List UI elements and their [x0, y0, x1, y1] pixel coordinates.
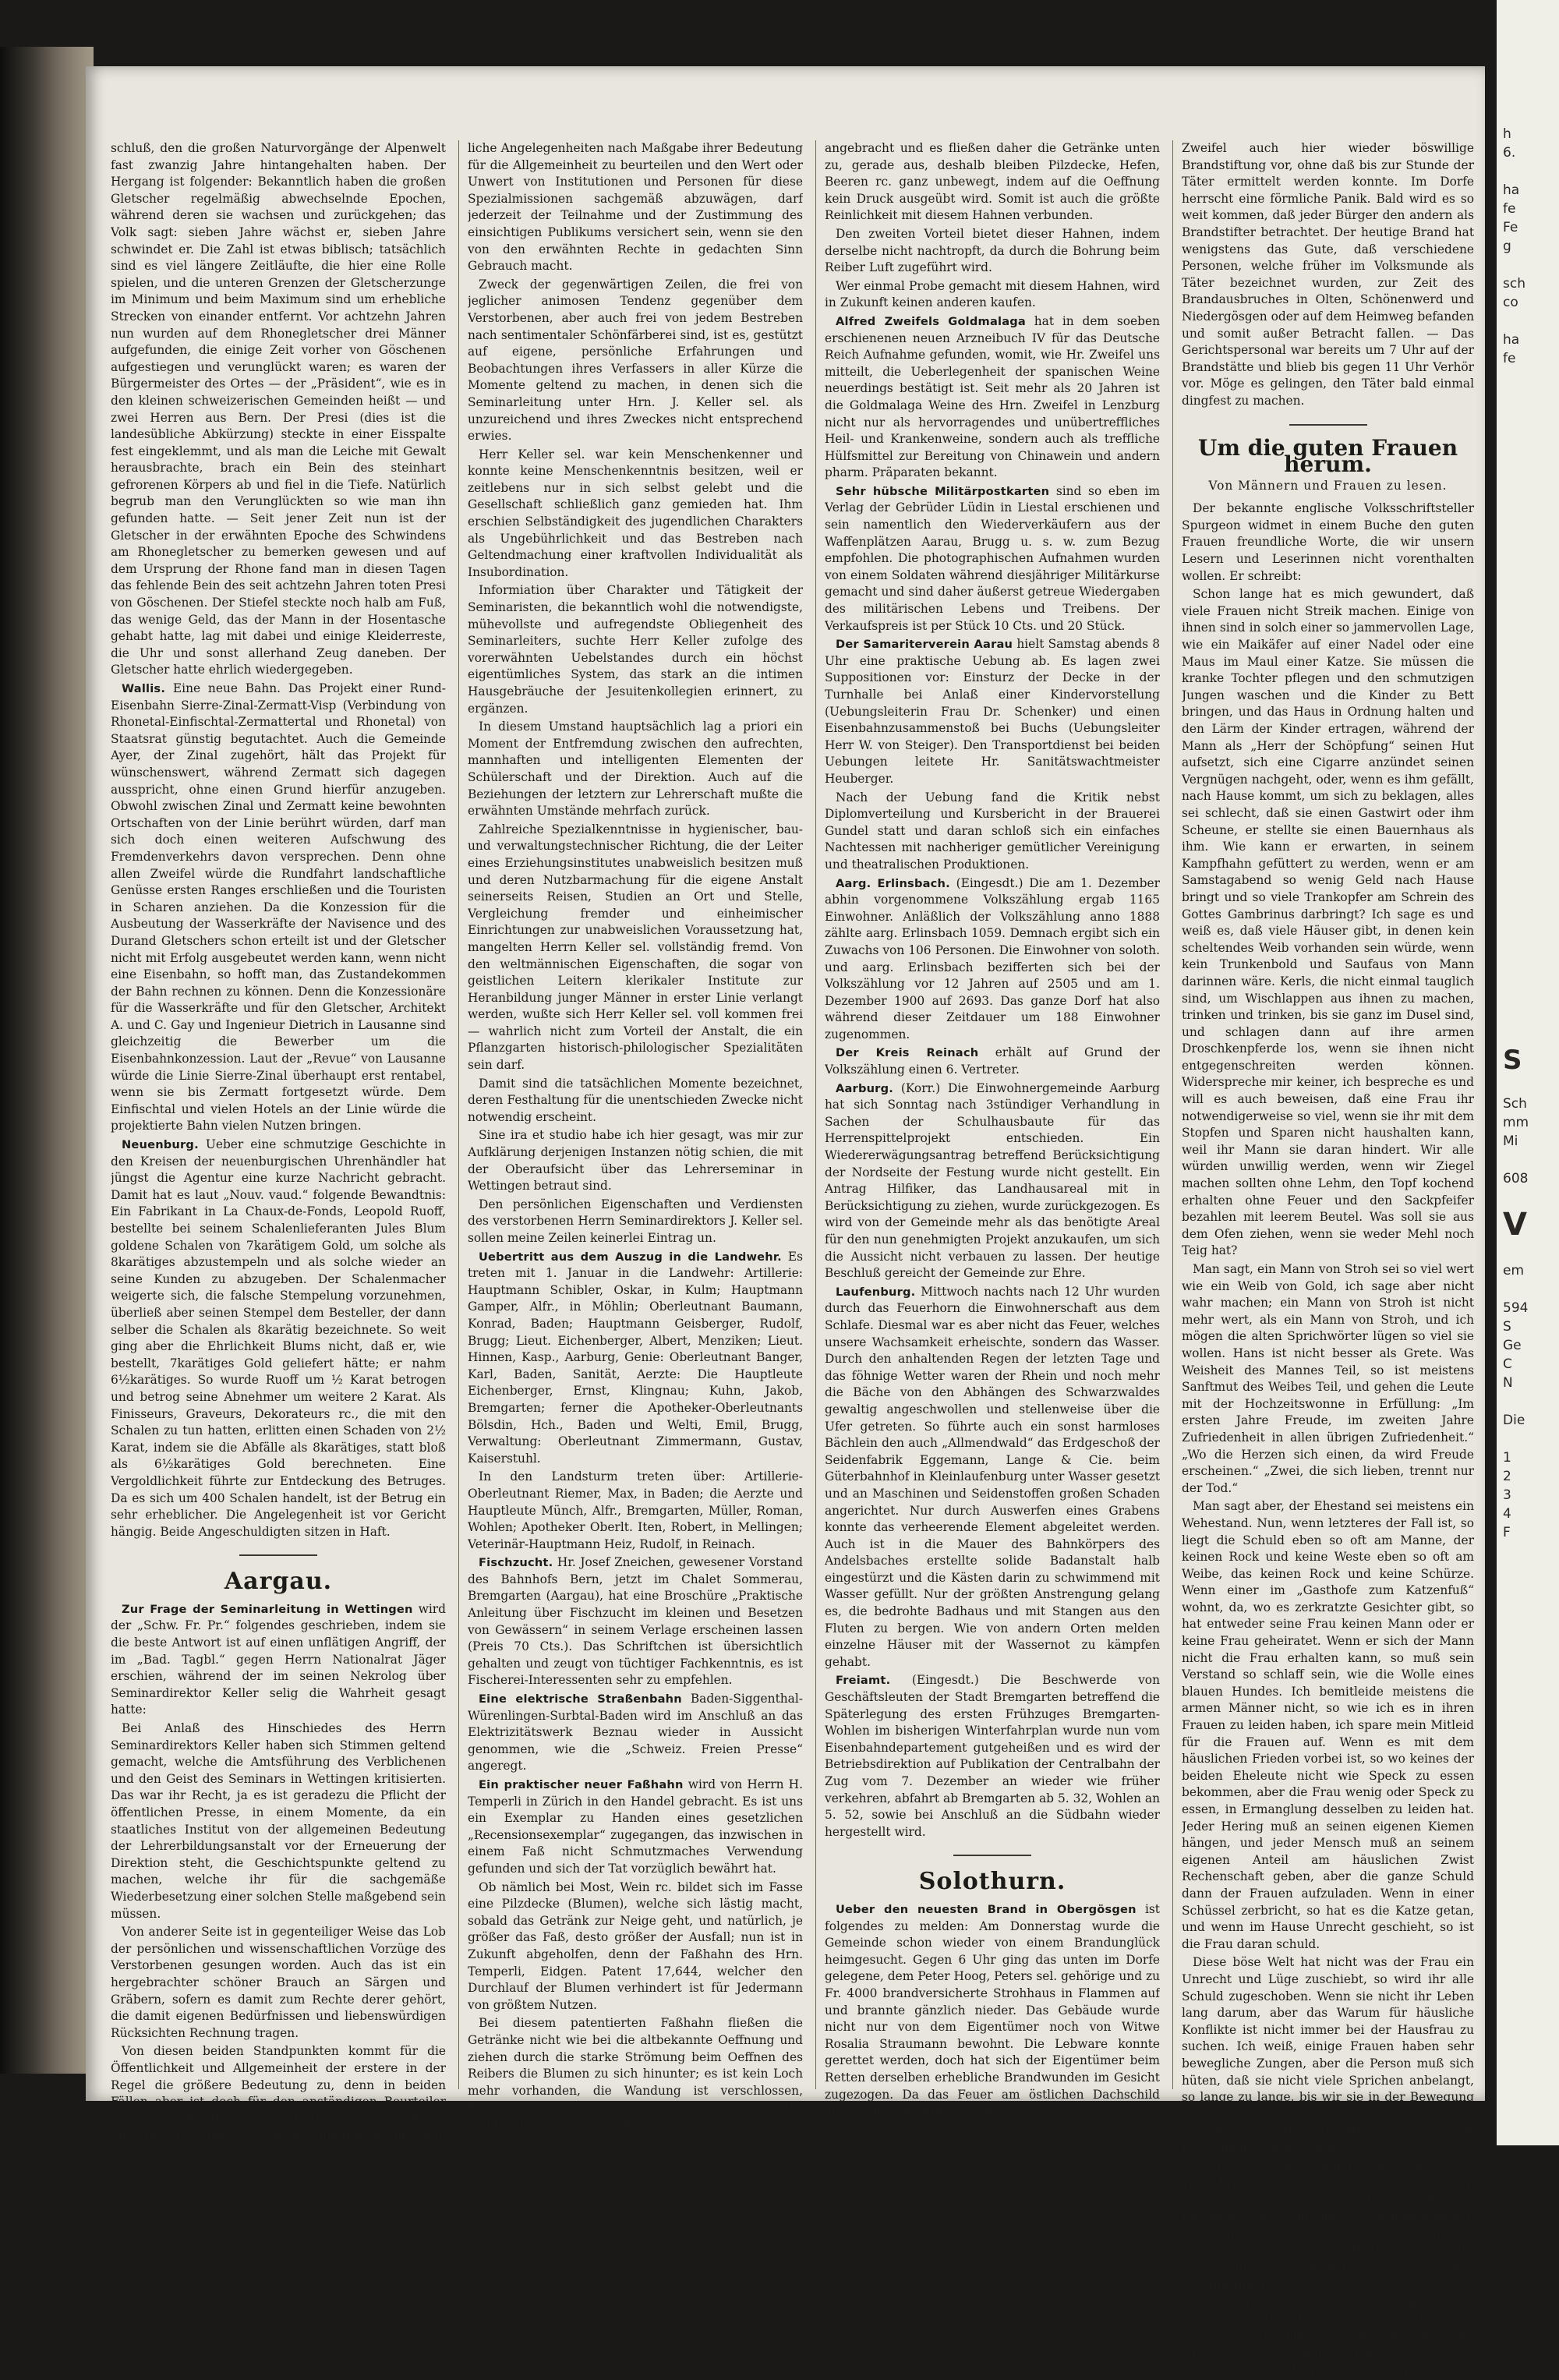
- article-seminar-cont-p3: Herr Keller sel. war kein Menschenkenner und konnte keine Menschenkenntnis besitzen, weil er zeitlebens nur in sich selbst gelebt und die Gesellschaft schließlich ganz gemieden hat. Ihm erschien Selbständigkeit des jugendlichen Charakters als Ungebührlichkeit und das Bestreben nach Geltendmachung einer kraftvollen Individualität als Insubordination.: [468, 447, 803, 579]
- column-1: [111, 140, 446, 2163]
- article-glacier: schluß, den die großen Naturvorgänge der Alpenwelt fast zwanzig Jahre hintangehalten haben. Der Hergang ist folgender: Bekanntlich haben die großen Gletscher regelmäßig abwechselnde Epochen, während deren sie wachsen und zurückgehen; das Volk sagt: sieben Jahre wächst er, sieben Jahre schwindet er. Die Zahl ist etwas biblisch; tatsächlich sind es viel längere Zeitläufte, die hier eine Rolle spielen, und die unteren Grenzen der Gletscherzunge im Minimum und beim Maximum sind um erhebliche Strecken von einander entfernt. Vor achtzehn Jahren nun wurden auf dem Rhonegletscher drei Männer aufgefunden, die einige Zeit vorher von Göschenen aufgestiegen und verunglückt waren; es waren der Bürgermeister des Ortes — der „Präsident“, wie es in den kleinen schweizerischen Gemeinden heißt — und zwei Herren aus Bern. Der Presi (dies ist die landesübliche Abkürzung) steckte in einer Eisspalte fest eingeklemmt, und als man die Leiche mit Gewalt herausbrachte, brach ein Bein des steinhart gefrorenen Körpers ab und fiel in die Tiefe. Natürlich begrub man den Verunglückten so wie man ihn gefunden hatte. — Seit jener Zeit nun ist der Gletscher in der erwähnten Epoche des Schwindens am Rhonegletscher zu bemerken gewesen und auf dem Ursprung der Rhone fand man in diesen Tagen das fehlende Bein des seit achtzehn Jahren toten Presi von Göschenen. Der Stiefel steckte noch halb am Fuß, das wenige Geld, das der Mann in der Hosentasche gehabt hatte, lag mit dabei und einige Kleiderreste, die Uhr und sonst allerhand Zeug daneben. Der Gletscher hatte ehrlich wiedergegeben.: [111, 141, 446, 677]
- feature-p7: Wasser trinken bringt einen Menschen weder Krankheit noch Schulden, noch macht es sein Weib zur Witwe und auch ich frage von kaum, das zu einer Schmerz habe. Ich glaube indessen, daß die Landleute besser mit: [1182, 2295, 1474, 2377]
- article-strassenbahn: Baden-Siggenthal-Würenlingen-Surbtal-Baden wird im Anschluß an das Elektrizitätswerk Beznau wieder in Aussicht genommen, wie die „Schweiz. Freien Presse“ angeregt.: [468, 1692, 803, 1774]
- article-fasshahn-cont: angebracht und es fließen daher die Getränke unten zu, gerade aus, deshalb bleiben Pilzdecke, Hefen, Beeren rc. ganz unbewegt, indem auf die Oeffnung kein Druck ausgeübt wird. Somit ist auch die größte Reinlichkeit mit diesem Hahnen verbunden.: [825, 141, 1160, 223]
- heading-fasshahn: Ein praktischer neuer Faßhahn: [479, 1778, 684, 1791]
- heading-wallis: Wallis.: [122, 682, 166, 695]
- article-samariter: hielt Samstag abends 8 Uhr eine praktische Uebung ab. Es lagen zwei Suppositionen vor: Einsturz der Decke in der Turnhalle bei Anlaß einer Kindervorstellung (Uebungsleiterin Frau Dr. Schenker) und einen Eisenbahnzusammenstoß bei Buchs (Uebungsleiter Herr W. von Steiger). Den Transportdienst bei beiden Uebungen leitete Hr. Sanitätswachtmeister Heuberger.: [825, 637, 1160, 786]
- next-page-text-bottom: S Sch mm Mi 608 V em 594 S Ge C N Die 1 2 3 4 F: [1503, 1045, 1529, 1540]
- article-laufenburg: Mittwoch nachts nach 12 Uhr wurden durch das Feuerhorn die Einwohnerschaft aus dem Schlafe. Diesmal war es aber nicht das Feuer, welches unsere Wachsamkeit erheischte, sondern das Wasser. Durch den anhaltenden Regen der letzten Tage und das föhnige Wetter waren der Rhein und noch mehr die Bäche von den Abhängen des Schwarzwaldes gewaltig angeschwollen und stellenweise über die Ufer getreten. So führte auch ein sonst harmloses Bächlein den auch „Allmendwald“ das Erdgeschoß der Seidenfabrik Eggemann, Lange & Cie. beim Güterbahnhof in Kleinlaufenburg unter Wasser gesetzt und an Maschinen und Seidenstoffen großen Schaden angerichtet. Nur durch Auswerfen eines Grabens konnte das verheerende Element abgeleitet werden. Auch ist in die Mauer des Bahnkörpers des Andelsbaches erstellte solide Badanstalt halb eingestürzt und die Kästen darin zu schwimmend mit Wasser gefüllt. Nur der größten Anstrengung gelang es, die bedrohte Badhaus und mit Stangen aus den Fluten zu bergen. Wie von andern Orten melden einzelne Häuser mit der Wassernot zu kämpfen gehabt.: [825, 1284, 1160, 1669]
- article-uebertritt: Es treten mit 1. Januar in die Landwehr: Artillerie: Hauptmann Schibler, Oskar, in Kulm; Hauptmann Gamper, Alfr., in Möhlin; Oberleutnant Baumann, Konrad, Baden; Hauptmann Geisberger, Rudolf, Brugg; Lieut. Eichenberger, Albert, Menziken; Lieut. Hinnen, Kasp., Aarburg, Genie: Oberleutnant Banger, Karl, Baden, Sanität, Aerzte: Die Hauptleute Eichenberger, Ernst, Klingnau; Kuhn, Jakob, Bremgarten; ferner die Apotheker-Oberleutnants Bölsdin, Hch., Baden und Welti, Emil, Brugg, Verwaltung: Oberleutnant Zimmermann, Gustav, Kaiserstuhl.: [468, 1249, 803, 1466]
- feature-p3: Man sagt, ein Mann von Stroh sei so viel wert wie ein Weib von Gold, ich sage aber nicht wahr machen; ein Mann von Stroh ist nicht mehr wert, als ein Mann von Stroh, und ich mögen die alten Sprichwörter lügen so viel sie wollen. Hans ist nicht besser als Grete. Was Weisheit des Mannes Teil, so ist meistens Sanftmut des Weibes Teil, und gehen die Leute mit der Hochzeitswonne in Erfüllung: „Im ersten Jahre Freude, im zweiten Jahre Zufriedenheit in allen übrigen Zufriedenheit.“ „Wo die Herzen sich einen, da wird Freude erscheinen.“ „Zwei, die sich lieben, trennt nur der Tod.“: [1182, 1262, 1474, 1495]
- article-reinach: erhält auf Grund der Volkszählung einen 6. Vertreter.: [825, 1045, 1160, 1077]
- column-4: [1182, 140, 1474, 2380]
- heading-uebertritt: Uebertritt aus dem Auszug in die Landwehr.: [479, 1250, 782, 1264]
- newspaper-page: [86, 66, 1485, 2377]
- article-seminar-cont-p7: Damit sind die tatsächlichen Momente bezeichnet, deren Festhaltung für die unentschieden Zwecke nicht notwendig erscheint.: [468, 1076, 803, 1124]
- article-brand-cont: Zweifel auch hier wieder böswillige Brandstiftung vor, ohne daß bis zur Stunde der Täter ermittelt werden konnte. Im Dorfe herrscht eine förmliche Panik. Bald wird es so weit kommen, daß jeder Bürger den andern als Brandstifter betrachtet. Der heutige Brand hat wenigstens das Gute, daß verschiedene Personen, welche früher im Volksmunde als Täter bezeichnet wurden, zur Zeit des Brandausbruches in Olten, Schönenwerd und Niedergösgen oder auf dem Heimweg befanden und somit außer Betracht fallen. — Das Gerichtspersonal war bereits um 7 Uhr auf der Brandstätte und blieb bis gegen 11 Uhr Verhör vor. Möge es gelingen, den Täter bald einmal dingfest zu machen.: [1182, 141, 1474, 408]
- feature-title: Um die guten Frauen herum.: [1197, 434, 1458, 478]
- heading-strassenbahn: Eine elektrische Straßenbahn: [479, 1692, 682, 1706]
- heading-postkarten: Sehr hübsche Militärpostkarten: [836, 484, 1050, 498]
- heading-aarburg: Aarburg.: [836, 1081, 893, 1095]
- feature-p4: Man sagt aber, der Ehestand sei meistens ein Wehestand. Nun, wenn letzteres der Fall ist, so liegt die Schuld eben so oft am Manne, der keinen Rock und keine Weste eben so oft am Weibe, das keinen Rock und keine Schürze. Wenn einer im „Gasthofe zum Katzenfuß“ wohnt, da, wo es zerkratzte Gesichter gibt, so hat entweder seine Frau keinen Mann oder er keine Frau geheiratet. Wenn er sich der Mann nicht die Frau erhalten kann, so muß sein Verstand so schlaff sein, wie die Wolle eines blauen Hundes. Ich bemitleide meistens die armen Männer nicht, so wie ich es in ihren Frauen zu leiden haben, ich spare mein Mitleid für die Frauen auf. Wenn es mit dem häuslichen Frieden vorbei ist, so wo keines der beiden Eheleute nicht wie Speck zu essen bekommen, aber die Frau wenig oder Speck zu essen, in Ermanglung desselben zu leiden hat. Jeder Hering muß an seinen eigenen Kiemen hängen, und jeder Mensch muß an seinem eigenen Anteil am häuslichen Zwist Rechenschaft geben, aber die ganze Schuld dann der Frauen aufzuladen. Wenn in einer Schüssel zerbricht, so hat es die Katze getan, und wenn im Hause Unrecht geschieht, so ist die Frau daran schuld.: [1182, 1499, 1474, 1951]
- article-aarburg: (Korr.) Die Einwohnergemeinde Aarburg hat sich Sonntag nach 3stündiger Verhandlung in Sachen der Schulhausbaute für das Herrenspittelprojekt entschieden. Ein Wiedererwägungsantrag betreffend Berücksichtigung der Nordseite der Festung wurde nicht gestellt. Ein Antrag Hilfiker, das Landhausareal mit in Berücksichtigung zu ziehen, wurde zurückgezogen. Es wird von der Gemeinde mehr als das benötigte Areal für den nun genehmigten Projekt anzukaufen, um sich die Aussicht nicht verbauen zu lassen. Der heutige Beschluß gereicht der Gemeinde zur Ehre.: [825, 1080, 1160, 1281]
- section-aargau: Aargau.: [224, 1568, 333, 1596]
- article-seminar-cont-p8: Sine ira et studio habe ich hier gesagt, was mir zur Aufklärung derjenigen Instanzen nötig schien, die mit der Oberaufsicht über das Lehrerseminar in Wettingen betraut sind.: [468, 1128, 803, 1194]
- next-page-text-top: h 6. ha fe Fe g sch co ha fe: [1503, 126, 1525, 366]
- article-seminar-cont-p9: Den persönlichen Eigenschaften und Verdiensten des verstorbenen Herrn Seminardirektors J. Keller sel. sollen meine Zeilen keinerlei Eintrag un.: [468, 1197, 803, 1245]
- heading-seminar: Zur Frage der Seminarleitung in Wettingen: [122, 1602, 413, 1616]
- article-landsturm: In den Landsturm treten über: Artillerie-Oberleutnant Riemer, Max, in Baden; die Aerzte und Hauptleute Münch, Alfr., Bremgarten, Müller, Roman, Wohlen; Apotheker Oberlt. Iten, Robert, in Mellingen; Veterinär-Hauptmann Heiz, Rudolf, in Reinach.: [468, 1469, 803, 1551]
- column-2: [468, 140, 803, 2134]
- heading-brand: Ueber den neuesten Brand in Obergösgen: [836, 1902, 1137, 1916]
- article-seminar-p3: Von anderer Seite ist in gegenteiliger Weise das Lob der persönlichen und wissenschaftlichen Vorzüge des Verstorbenen gesungen worden. Auch das ist ein hergebrachter schöner Brauch an Särgen und Gräbern, sofern es damit zum Rechte derer gehört, die damit eigenen Bedürfnissen und liebenswürdigen Rücksichten Rechnung tragen.: [111, 1925, 446, 2040]
- feature-p6: Ich bedauere aber, sagen zu müssen, daß es viele Frauen gibt, denen es für viele haben wollen, unter den arbeitenden Klassen Ehemänner, die kein anderes Vermögen haben, als die Arbeit und kein anderes Familienwappen, als ihr Werkzeug, beraubt sich ihren Verdienst im Wirtshaus durchbringen.: [1182, 2159, 1474, 2291]
- article-wallis: Eine neue Bahn. Das Projekt einer Rund-Eisenbahn Sierre-Zinal-Zermatt-Visp (Verbindung von Rhonetal-Einfischtal-Zermattertal und Rhonetal) von Staatsrat günstig begutachtet. Auch die Gemeinde Ayer, der Zinal zugehört, hält das Projekt für wünschenswert, während Zermatt sich dagegen ausspricht, ohne einen Grund hierfür anzugeben. Obwohl zwischen Zinal und Zermatt keine bewohnten Ortschaften von der Linie berührt würden, darf man sich doch einen weiteren Aufschwung des Fremdenverkehrs davon versprechen. Denn ohne allen Zweifel würde die Rundfahrt landschaftliche Genüsse ersten Ranges erschließen und die Touristen in Scharen anziehen. Da die Konzession für die Ausbeutung der Wasserkräfte der Navisence und des Durand Gletschers schon erteilt ist und der Gletscher nicht mit Erfolg ausgebeutet werden kann, wenn nicht eine Eisenbahn, so hofft man, das Zustandekommen der Bahn rechnen zu können. Denn die Konzessionäre für die Wasserkräfte und für den Gletscher, Architekt A. und C. Gay und Ingenieur Dietrich in Lausanne sind gleichzeitig die Bewerber um die Eisenbahnkonzession. Laut der „Revue“ von Lausanne würde die Linie Sierre-Zinal überhaupt erst rentabel, wenn sie bis Zermatt fortgesetzt würde. Dem Einfischtal und vielen Hotels an der Linie würde die projektierte Bahn vielen Nutzen bringen.: [111, 681, 446, 1133]
- heading-samariter: Der Samariterverein Aarau: [836, 638, 1013, 652]
- article-postkarten: sind so eben im Verlag der Gebrüder Lüdin in Liestal erschienen und sein namentlich den Wiederverkäufern aus der Waffenplätzen Aarau, Brugg u. s. w. zum Bezug empfohlen. Die photographischen Aufnahmen wurden von einem Soldaten während diesjähriger Militärkurse gemacht und sind daher äußerst getreue Wiedergaben des militärischen Lebens und Treibens. Der Verkaufspreis ist per Stück 10 Cts. und 20 Stück.: [825, 483, 1160, 633]
- article-fischzucht: Hr. Josef Zneichen, gewesener Vorstand des Bahnhofs Bern, jetzt im Chalet Sommerau, Bremgarten (Aargau), hat eine Broschüre „Praktische Anleitung über Fischzucht im kleinen und Besetzen von Gewässern“ in seinem Verlage erscheinen lassen (Preis 70 Cts.). Das Schriftchen ist übersichtlich gehalten und zeugt von tüchtiger Fachkenntnis, es ist Fischerei-Interessenten sehr zu empfehlen.: [468, 1555, 803, 1688]
- article-seminar-cont: liche Angelegenheiten nach Maßgabe ihrer Bedeutung für die Allgemeinheit zu beurteilen und den Wert oder Unwert von Institutionen und Personen für diese Spezialmissionen sachgemäß abzuwägen, darf jederzeit der Teilnahme und der Zustimmung des einsichtigen Publikums versichert sein, wenn sie den von den erwähnten Rechte in gedachten Sinn Gebrauch macht.: [468, 141, 803, 274]
- article-seminar-p2: Bei Anlaß des Hinschiedes des Herrn Seminardirektors Keller haben sich Stimmen geltend gemacht, welche die Amtsführung des Verblichenen und den Geist des Seminars in Wettingen kritisierten. Das war ihr Recht, ja es ist geradezu die Pflicht der öffentlichen Presse, in einem Momente, da ein staatliches Institut von der allgemeinen Bedeutung der Lehrerbildungsanstalt vor der Erneuerung der Direktion steht, die Geschichtspunkte geltend zu machen, welche ihr für die sachgemäße Wiederbesetzung einer solchen Stelle maßgebend sein müssen.: [111, 1721, 446, 1921]
- article-erlinsbach: (Eingesdt.) Die am 1. Dezember abhin vorgenommene Volkszählung ergab 1165 Einwohner. Anläßlich der Volkszählung anno 1888 zählte aarg. Erlinsbach 1059. Demnach ergibt sich ein Zuwachs von 106 Personen. Die Einwohner von soloth. und aarg. Erlinsbach bezifferten sich bei der Volkszählung vor 12 Jahren auf 2505 und am 1. Dezember 1900 auf 2693. Das ganze Dorf hat also während dieser Zeitdauer um 188 Einwohner zugenommen.: [825, 875, 1160, 1041]
- feature-p1: Der bekannte englische Volksschriftsteller Spurgeon widmet in einem Buche den guten Frauen freundliche Worte, die wir unsern Lesern und Leserinnen nicht vorenthalten wollen. Er schreibt:: [1182, 501, 1474, 583]
- article-samariter-p2: Nach der Uebung fand die Kritik nebst Diplomverteilung und Kursbericht in der Brauerei Gundel statt und daran schloß sich ein einfaches Nachtessen mit nachheriger gemütlicher Vereinigung und theatralischen Produktionen.: [825, 790, 1160, 872]
- article-neuenburg: Ueber eine schmutzige Geschichte in den Kreisen der neuenburgischen Uhrenhändler hat jüngst die Agentur eine kurze Nachricht gebracht. Damit hat es laut „Nouv. vaud.“ folgende Bewandtnis: Ein Fabrikant in La Chaux-de-Fonds, Leopold Ruoff, bestellte bei seinem Schalenlieferanten Jules Blum goldene Schalen von 7karätigem Gold, um solche als 8karätiges abzustempeln und als solche wieder an seine Kunden zu abzugeben. Der Schalenmacher weigerte sich, die falsche Stempelung vorzunehmen, überließ aber seinen Stempel dem Besteller, der dann selber die Schalen als 8karätig bezeichnete. So weit ging aber die Ehrlichkeit Blums nicht, daß er, wie bestellt, 7karätiges Gold geliefert hätte; er nahm 6½karätiges. So wurde Ruoff um ½ Karat betrogen und betrog seine Abnehmer um weitere 2 Karat. Als Finisseurs, Graveurs, Dekorateurs rc., die mit den Schalen zu tun hatten, erlitten einen Schaden von 2½ Karat, indem sie die Abfälle als 8karätiges, statt bloß als 6½karätiges Gold berechneten. Eine Vergoldlichkeit führte zur Entdeckung des Betruges. Da es sich um 400 Schalen handelt, ist der Betrug ein sehr erheblicher. Die Angelegenheit ist vor Gericht hängig. Beide Angeschuldigten sitzen in Haft.: [111, 1137, 446, 1539]
- heading-goldmalaga: Alfred Zweifels Goldmalaga: [836, 314, 1026, 328]
- article-seminar: wird der „Schw. Fr. Pr.“ folgendes geschrieben, indem sie die beste Antwort ist auf einen unflätigen Angriff, der im „Bad. Tagbl.“ gegen Herrn Nationalrat Jäger erschien, während der im seinen Nekrolog über Seminardirektor Keller selig die Wahrheit gesagt hatte:: [111, 1601, 446, 1717]
- article-fasshahn-p3: Bei diesem patentierten Faßhahn fließen die Getränke nicht wie bei die altbekannte Oeffnung und ziehen durch die starke Strömung beim Oeffnen des Reibers die Blumen zu sich hinunter; es ist kein Loch mehr vorhanden, die Wandung ist verschlossen, dagegen ein 18 mm langes und 5 mm breites Schlitzchen ist in der Wölbung: [468, 2016, 803, 2131]
- section-solothurn: Solothurn.: [918, 1868, 1066, 1896]
- article-seminar-cont-p5: In diesem Umstand hauptsächlich lag a priori ein Moment der Entfremdung zwischen den aufrechten, mannhaften und intelligenten Elementen der Schülerschaft und der Direktion. Auch auf die Beziehungen der letztern zur Lehrerschaft mußte die erwähnten Umstände mehrfach zurück.: [468, 720, 803, 819]
- article-freiamt: (Eingesdt.) Die Beschwerde von Geschäftsleuten der Stadt Bremgarten betreffend die Späterlegung des ersten Frühzuges Bremgarten-Wohlen im bisherigen Winterfahrplan wurde nun vom Eisenbahndepartement gutgeheißen und es wird der Betriebsdirektion auf Publikation der Centralbahn der Zug vom 7. Dezember an wieder wie früher verkehren, abfahrt ab Bremgarten ab 5. 32, Wohlen an 5. 52, sowie bei Anschluß an die Südbahn wieder hergestellt wird.: [825, 1673, 1160, 1839]
- heading-fischzucht: Fischzucht.: [479, 1556, 553, 1570]
- article-fasshahn-cont-p2: Den zweiten Vorteil bietet dieser Hahnen, indem derselbe nicht nachtropft, da durch die Bohrung beim Reiber Luft zugeführt wird.: [825, 226, 1160, 275]
- article-goldmalaga: hat in dem soeben erschienenen neuen Arzneibuch IV für das Deutsche Reich Aufnahme gefunden, womit, wie Hr. Zweifel uns mitteilt, die Ueberlegenheit der spanischen Weine neuerdings bestätigt ist. Seit mehr als 20 Jahren ist die Goldmalaga Weine des Hrn. Zweifel in Lenzburg nicht nur als hervorragendes und unübertreffliches Heil- und Krankenweine, sondern auch als treffliche Hülfsmittel zur Bereitung von Chinawein und andern pharm. Präparaten bekannt.: [825, 313, 1160, 480]
- heading-freiamt: Freiamt.: [836, 1674, 891, 1688]
- divider: [953, 1855, 1031, 1856]
- article-fasshahn-p2: Ob nämlich bei Most, Wein rc. bildet sich im Fasse eine Pilzdecke (Blumen), welche sich lästig macht, sobald das Getränk zur Neige geht, und natürlich, je größer das Faß, desto größer der Ausfall; nun ist in Zukunft abgeholfen, denn der Faßhahn des Hrn. Temperli, Eidgen. Patent 17,644, welcher den Durchlauf der Blumen verhindert ist für Jedermann von größtem Nutzen.: [468, 1880, 803, 2012]
- article-brand: ist folgendes zu melden: Am Donnerstag wurde die Gemeinde schon wieder von einem Brandunglück heimgesucht. Gegen 6 Uhr ging das unten im Dorfe gelegene, dem Peter Hoog, Peters sel. gehörige und zu Fr. 4000 brandversicherte Strohhaus in Flammen auf und brannte gänzlich nieder. Das Gebäude wurde nicht nur von dem Eigentümer noch von Witwe Rosalia Straumann bewohnt. Die Lebware konnte gerettet werden, doch hat sich der Eigentümer beim Retten derselben erhebliche Brandwunden im Gesicht zugezogen. Da das Feuer am östlichen Dachschild ausbrach, liegt außer allem: [825, 1901, 1160, 2119]
- feature-subtitle: Von Männern und Frauen zu lesen.: [1208, 478, 1448, 493]
- heading-erlinsbach: Aarg. Erlinsbach.: [836, 876, 950, 890]
- heading-laufenburg: Laufenburg.: [836, 1285, 916, 1299]
- divider: [239, 1554, 317, 1556]
- column-rule: [815, 140, 816, 2089]
- column-rule: [458, 140, 459, 2089]
- article-fasshahn-cont-p3: Wer einmal Probe gemacht mit diesem Hahnen, wird in Zukunft keinen anderen kaufen.: [825, 278, 1160, 310]
- column-rule: [1172, 140, 1173, 2089]
- heading-reinach: Der Kreis Reinach: [836, 1046, 979, 1060]
- article-seminar-cont-p4: Informiation über Charakter und Tätigkeit der Seminaristen, die bekanntlich wohl die notwendigste, mühevollste und aufregendste Obliegenheit des Seminarleiters, suchte Herr Keller zufolge des vorerwähnten Uebelstandes durch ein höchst eigentümliches System, das stark an die intimen Hausgebräuche der Jesuitenkollegien erinnert, zu ergänzen.: [468, 583, 803, 716]
- article-seminar-cont-p2: Zweck der gegenwärtigen Zeilen, die frei von jeglicher animosen Tendenz gegenüber dem Verstorbenen, aber auch frei von jedem Bestreben nach sentimentaler Schönfärberei sind, ist es, gestützt auf eigene, persönliche Erfahrungen und Beobachtungen ihres Verfassers in aller Kürze die Momente geltend zu machen, in denen sich die Seminarleitung unter Hrn. J. Keller sel. als unzureichend und ihres Zweckes nicht entsprechend erwies.: [468, 277, 803, 444]
- article-seminar-cont-p6: Zahlreiche Spezialkenntnisse in hygienischer, bau- und verwaltungstechnischer Richtung, die der Leiter eines Erziehungsinstitutes unabweislich besitzen muß und deren Nutzbarmachung für die eigene Anstalt seinerseits Reisen, Studien an Ort und Stelle, Vergleichung fremder und einheimischer Einrichtungen zur unabweislichen Voraussetzung hat, mangelten Herrn Keller sel. vollständig fremd. Von den weltmännischen Eigenschaften, die sogar von geistlichen Leitern klerikaler Institute zur Heranbildung junger Männer in erster Linie verlangt werden, wußte sich Herr Keller sel. voll kommen frei — wahrlich nicht zum Vorteil der Anstalt, die ein Pflanzgarten historisch-philologischer Spezialitäten sein darf.: [468, 822, 803, 1073]
- column-3: [825, 140, 1160, 2122]
- feature-p2: Schon lange hat es mich gewundert, daß viele Frauen nicht Streik machen. Einige von ihnen sind in solch einer so jammervollen Lage, wie ein Maikäfer auf einer Nadel oder eine Maus im Maul einer Katze. Sie müssen die kranke Tochter pflegen und den schmutzigen Jungen waschen und die Kinder zu Bett bringen, und das Haus in Ordnung halten und den Lärm der Kinder ertragen, während der Mann als „Herr der Schöpfung“ seinen Hut aufsetzt, sich eine Cigarre anzündet seinen Vergnügen nachgeht, oder, wenn es ihm gefällt, nach Hause kommt, um sich zu beklagen, alles sei schlecht, daß sie einen Gastwirt oder ihm Scheune, er stellte sie einen Bauernhaus als ihm. Wie kann er erwarten, in seinem Kampfhahn gefüttert zu werden, wenn er am Samstagabend so wenig Geld nach Hause bringt und so viele Trankopfer am Schrein des Gottes Gambrinus darbringt? Ich sage es und weiß es, daß viele Häuser gibt, in denen kein scheltendes Weib vorhanden sein würde, wenn kein Trunkenbold und Saufaus von Mann darinnen wäre. Kerls, die nicht einmal tauglich sind, um Wischlappen aus ihnen zu machen, trinken und trinken, bis sie ganz im Dusel sind, und schlagen dann auf ihre armen Droschkenpferde los, wenn sie ihnen nicht entgegenschreiten werden können. Widerspreche mir keiner, ich bespreche es und will es auch beweisen, daß eine Frau ihr notwendigerweise so viel, wenn sie ihr mit dem Stopfen und Sparen nicht haushalten kann, weil ihr Mann sie daran hindert. Wir alle würden unwillig werden, wenn wir Ziegel machen sollten ohne Lehm, den Topf kochend erhalten ohne Feuer und den Sackpfeifer bezahlen mit leerem Beutel. Was soll sie aus dem Ofen ziehen, wenn sie weder Mehl noch Teig hat?: [1182, 587, 1474, 1258]
- heading-neuenburg: Neuenburg.: [122, 1138, 199, 1152]
- article-fasshahn: wird von Herrn H. Temperli in Zürich in den Handel gebracht. Es ist uns ein Exemplar zu Handen eines gesetzlichen „Recensionsexemplar“ zugegangen, das inzwischen in einem Faß nicht Schmutzmaches Verwendung gefunden und sich der Tat vorzüglich bewährt hat.: [468, 1777, 803, 1876]
- book-spine-edge: [0, 47, 94, 2074]
- feature-p5: Diese böse Welt hat nicht was der Frau ein Unrecht und Lüge zuschiebt, so wird ihr alle Schuld zugeschoben. Wenn sie nicht ihr Leben lang darum, aber das Warum für häusliche Konflikte ist nicht immer bei der Hausfrau zu suchen. Ich weiß, einige Frauen haben sehr bewegliche Zungen, aber die Person muß sich hüten, daß sie nicht viele Sprichen anbelangt, so lange zu lange, bis wir sie in der Bewegung setzen, wenn der Mann in eine Schenke kommt, so muß die Unterkiefer der Männer gut mit Schnaps eingeölt sein.: [1182, 1955, 1474, 2155]
- article-seminar-p4: Von diesen beiden Standpunkten kommt für die Öffentlichkeit und Allgemeinheit der erstere in der Regel die größere Bedeutung zu, denn in beiden Fällen aber ist doch für den anständigen Beurteiler vor allem die Wahrheit und die Gerechtigkeit als Maßstab. Diejenige Presse, die überhaupt imstande ist, öffent-: [111, 2044, 446, 2159]
- divider: [1289, 424, 1367, 426]
